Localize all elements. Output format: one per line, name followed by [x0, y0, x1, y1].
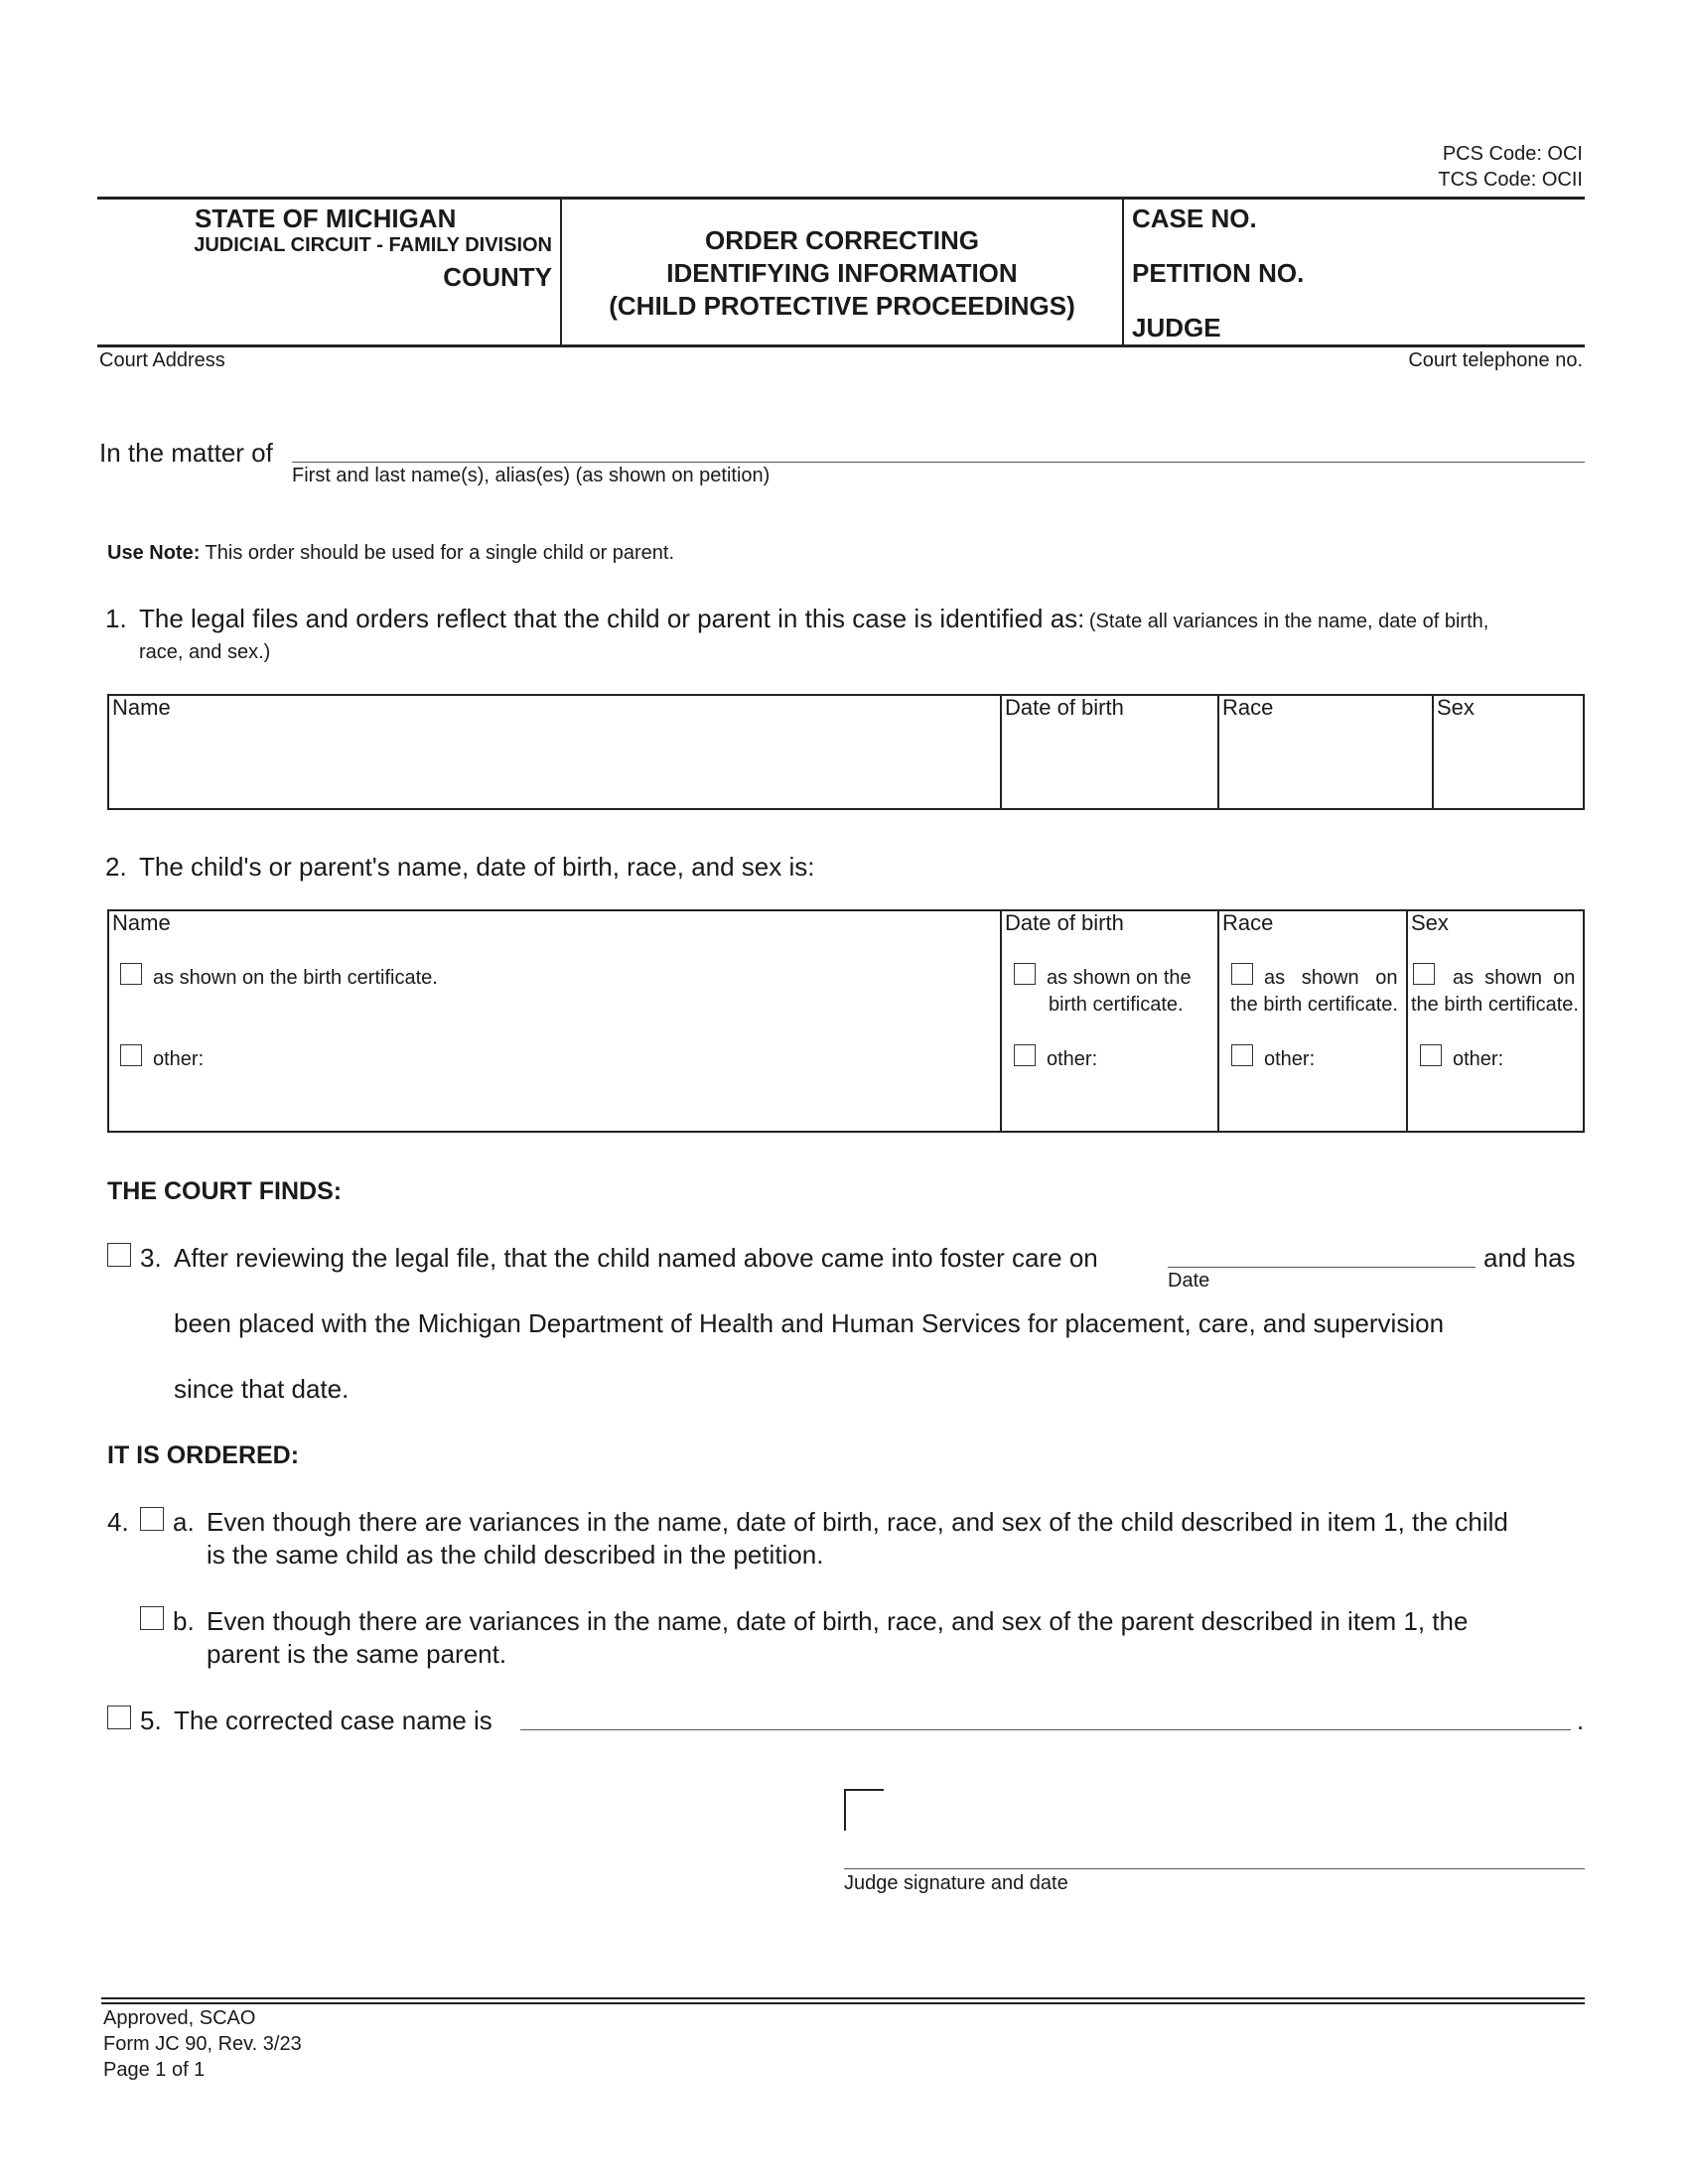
race-other-label: other: [1264, 1048, 1316, 1070]
judge-label: JUDGE [1132, 313, 1221, 342]
matter-name-field[interactable] [292, 462, 1585, 463]
item3-number: 3. [140, 1243, 162, 1273]
table2-divider [1000, 910, 1002, 1132]
table2-header-dob: Date of birth [1005, 910, 1124, 935]
table2-divider [1406, 910, 1408, 1132]
sex-other-checkbox[interactable] [1420, 1044, 1442, 1066]
name-birth-cert-checkbox[interactable] [120, 963, 142, 985]
use-note [107, 542, 674, 565]
item5-number: 5. [140, 1706, 162, 1735]
race-birth-cert-label-cont: the birth certificate. [1230, 994, 1398, 1016]
form-title [562, 224, 1122, 323]
table1-name-field[interactable] [111, 725, 998, 806]
sex-birth-cert-label: as shown on [1453, 967, 1576, 989]
item4b-checkbox[interactable] [140, 1606, 164, 1630]
case-no-label: CASE NO. [1132, 204, 1257, 233]
use-note-text: This order should be used for a single child or parent. [200, 542, 675, 564]
item4a-checkbox[interactable] [140, 1507, 164, 1531]
table1-header-race: Race [1222, 695, 1274, 720]
item1-text [139, 604, 1488, 634]
dob-other-checkbox[interactable] [1014, 1044, 1036, 1066]
dob-birth-cert-label-cont: birth certificate. [1049, 994, 1184, 1016]
item3-checkbox[interactable] [107, 1243, 131, 1267]
item3-text: After reviewing the legal file, that the child named above came into foster care on [174, 1243, 1098, 1273]
sex-other-label: other: [1453, 1048, 1504, 1070]
item4a-letter: a. [173, 1507, 195, 1537]
matter-caption: First and last name(s), alias(es) (as shown on petition) [292, 465, 771, 486]
table1-divider [1432, 695, 1434, 809]
table1-sex-field[interactable] [1436, 725, 1581, 806]
table2 [107, 909, 1585, 1133]
table1-header-name: Name [112, 695, 171, 720]
signature-corner-top [844, 1789, 884, 1791]
form-title-line: IDENTIFYING INFORMATION [666, 258, 1018, 288]
signature-corner-side [844, 1789, 846, 1831]
item4b-line1: Even though there are variances in the name, date of birth, race, and sex of the parent described in item 1, the [207, 1606, 1469, 1636]
form-title-line: ORDER CORRECTING [705, 225, 979, 255]
item4a-line2: is the same child as the child described in the petition. [207, 1540, 824, 1570]
corrected-case-name-field[interactable] [520, 1729, 1571, 1730]
footer-rule-bottom [101, 2002, 1585, 2004]
item4-number: 4. [107, 1507, 129, 1537]
item2-number: 2. [105, 852, 127, 882]
footer-form-number: Form JC 90, Rev. 3/23 [103, 2033, 302, 2055]
dob-other-label: other: [1047, 1048, 1098, 1070]
use-note-label: Use Note: [107, 542, 201, 564]
tcs-code: TCS Code: OCII [1438, 169, 1583, 191]
matter-label: In the matter of [99, 438, 273, 468]
sex-birth-cert-label-cont: the birth certificate. [1411, 994, 1579, 1016]
name-other-label: other: [153, 1048, 205, 1070]
table2-header-name: Name [112, 910, 171, 935]
header-divider-2 [1122, 199, 1124, 345]
item3-line2: been placed with the Michigan Department of Health and Human Services for placement, care, and supervision [174, 1308, 1445, 1338]
item4b-line2: parent is the same parent. [207, 1639, 507, 1669]
item5-text: The corrected case name is [174, 1706, 492, 1735]
race-birth-cert-checkbox[interactable] [1231, 963, 1253, 985]
name-birth-cert-label: as shown on the birth certificate. [153, 967, 438, 989]
item4b-letter: b. [173, 1606, 195, 1636]
item5-checkbox[interactable] [107, 1706, 131, 1729]
race-birth-cert-label: as shown on [1264, 967, 1398, 989]
item1-number: 1. [105, 604, 127, 633]
pcs-code: PCS Code: OCI [1442, 143, 1583, 165]
item4a-line1: Even though there are variances in the name, date of birth, race, and sex of the child described in item 1, the child [207, 1507, 1508, 1537]
judge-signature-field[interactable] [844, 1868, 1585, 1869]
table2-header-race: Race [1222, 910, 1274, 935]
footer-rule-top [101, 1997, 1585, 1999]
item3-line3: since that date. [174, 1374, 350, 1404]
table1-divider [1000, 695, 1002, 809]
item1-note-cont: race, and sex.) [139, 641, 271, 663]
foster-care-date-field[interactable] [1168, 1267, 1476, 1268]
county-label: COUNTY [443, 262, 552, 292]
petition-no-label: PETITION NO. [1132, 258, 1305, 288]
sex-birth-cert-checkbox[interactable] [1413, 963, 1435, 985]
form-title-line: (CHILD PROTECTIVE PROCEEDINGS) [609, 291, 1075, 321]
footer-approved: Approved, SCAO [103, 2007, 256, 2029]
signature-caption: Judge signature and date [844, 1872, 1068, 1894]
table2-divider [1217, 910, 1219, 1132]
dob-birth-cert-label: as shown on the [1047, 967, 1192, 989]
item1-note: (State all variances in the name, date of birth, [1088, 611, 1489, 632]
name-other-checkbox[interactable] [120, 1044, 142, 1066]
date-caption: Date [1168, 1270, 1210, 1292]
item5-period: . [1577, 1706, 1585, 1735]
item3-and-has: and has [1483, 1243, 1576, 1273]
table1-header-sex: Sex [1437, 695, 1475, 720]
court-address-label: Court Address [99, 349, 225, 371]
header-top-rule [97, 197, 1585, 200]
state-name: STATE OF MICHIGAN [195, 204, 457, 233]
item2-text: The child's or parent's name, date of birth, race, and sex is: [139, 852, 815, 882]
it-is-ordered-heading: IT IS ORDERED: [107, 1441, 300, 1469]
dob-birth-cert-checkbox[interactable] [1014, 963, 1036, 985]
table1-divider [1217, 695, 1219, 809]
court-phone-label: Court telephone no. [1408, 349, 1583, 371]
table1-race-field[interactable] [1221, 725, 1430, 806]
table2-header-sex: Sex [1411, 910, 1449, 935]
table1-header-dob: Date of birth [1005, 695, 1124, 720]
item1-statement: The legal files and orders reflect that the child or parent in this case is identified as: [139, 604, 1085, 633]
race-other-checkbox[interactable] [1231, 1044, 1253, 1066]
table1-dob-field[interactable] [1004, 725, 1215, 806]
header-bottom-rule [97, 344, 1585, 347]
court-finds-heading: THE COURT FINDS: [107, 1177, 343, 1205]
footer-page: Page 1 of 1 [103, 2059, 206, 2081]
circuit-label: JUDICIAL CIRCUIT - FAMILY DIVISION [194, 234, 552, 256]
